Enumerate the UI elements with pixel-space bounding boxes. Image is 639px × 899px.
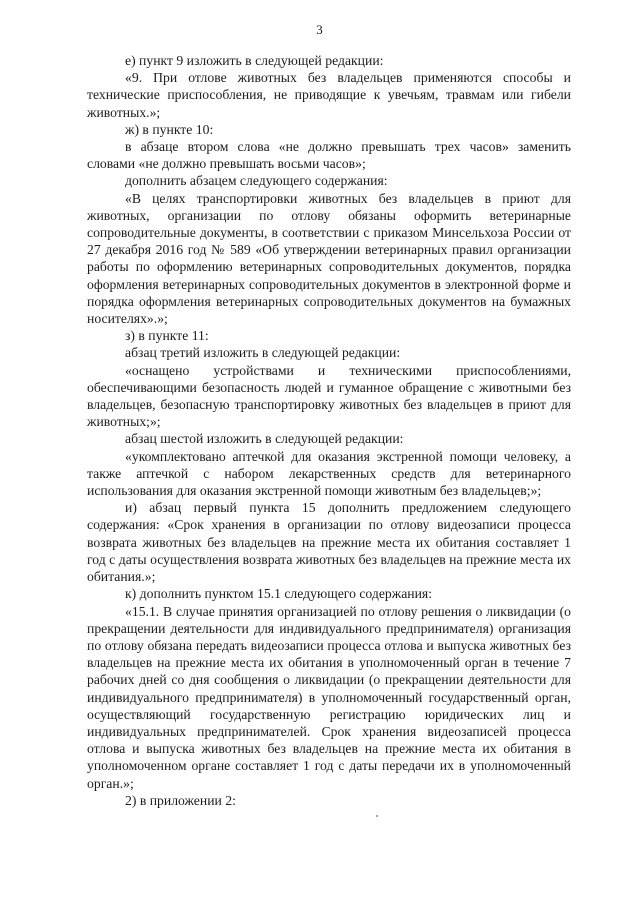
paragraph-abzac-sixth: абзац шестой изложить в следующей редакции: (125, 431, 404, 447)
paragraph-replace-words: в абзаце втором слова «не должно превышать трех часов» заменить словами «не должно превышать восьми часов»; (87, 139, 571, 172)
paragraph-item-k: к) дополнить пунктом 15.1 следующего содержания: (125, 586, 433, 602)
paragraph-add-abzac: дополнить абзацем следующего содержания: (125, 173, 388, 189)
page-number: 3 (316, 22, 323, 37)
paragraph-first-aid: «укомплектовано аптечкой для оказания экстренной помощи человеку, а также аптечкой с набором лекарственных средств для ветеринарного использования для оказания экстренной помощи животным без владельцев;»; (87, 448, 571, 499)
paragraph-item-e: е) пункт 9 изложить в следующей редакции: (125, 53, 384, 68)
paragraph-item-z: з) в пункте 11: (125, 328, 209, 344)
paragraph-abzac-third: абзац третий изложить в следующей редакции: (125, 345, 401, 361)
paragraph-point-15-1: «15.1. В случае принятия организацией по отлову решения о ликвидации (о прекращении деятельности для индивидуального предпринимателя) организация по отлову обязана передать видеозаписи процесса отлова и выпуска животных без владельцев на прежние места их обитания в уполномоченный орган в течение 7 рабочих дней со дня сообщения о ликвидации (о прекращении деятельности для индивидуального предпринимателя) в уполномоченный государственный орган, осуществляющий государственную регистрацию юридических лиц и индивидуальных предпринимателей. Срок хранения видеозаписей процесса отлова и выпуска животных без владельцев на прежние места их обитания в уполномоченном органе составляет 1 год с даты передачи их в уполномоченный орган.»; (87, 603, 571, 791)
paragraph-point-9-text: «9. При отлове животных без владельцев применяются способы и технические приспособления, не приводящие к увечьям, травмам или гибели животных.»; (87, 70, 571, 120)
paragraph-item-zh: ж) в пункте 10: (125, 121, 214, 137)
paragraph-appendix-2: 2) в приложении 2: (125, 792, 236, 808)
paragraph-item-i: и) абзац первый пункта 15 дополнить предложением следующего содержания: «Срок хранения в организации по отлову видеозаписи процесса возврата животных без владельцев на прежние места их обитания составляет 1 год с даты осуществления возврата животных без владельцев на прежние места их обитания.»; (87, 500, 571, 585)
paragraph-transport-docs: «В целях транспортировки животных без владельцев в приют для животных, организации по отлову обязаны оформить ветеринарные сопроводительные документы, в соответствии с приказом Минсельхоза России от 27 декабря 2016 год № 589 «Об утверждении ветеринарных правил организации работы по оформлению ветеринарных сопроводительных документов, порядка оформления ветеринарных сопроводительных документов в электронной форме и порядка оформления ветеринарных сопроводительных документов на бумажных носителях».»; (87, 190, 571, 327)
scan-speck (376, 815, 378, 817)
paragraph-equipped: «оснащено устройствами и техническими приспособлениями, обеспечивающими безопасность людей и гуманное обращение с животными без владельцев, безопасную транспортировку животных без владельцев в приют для животных;»; (87, 362, 571, 430)
document-body (87, 52, 571, 809)
